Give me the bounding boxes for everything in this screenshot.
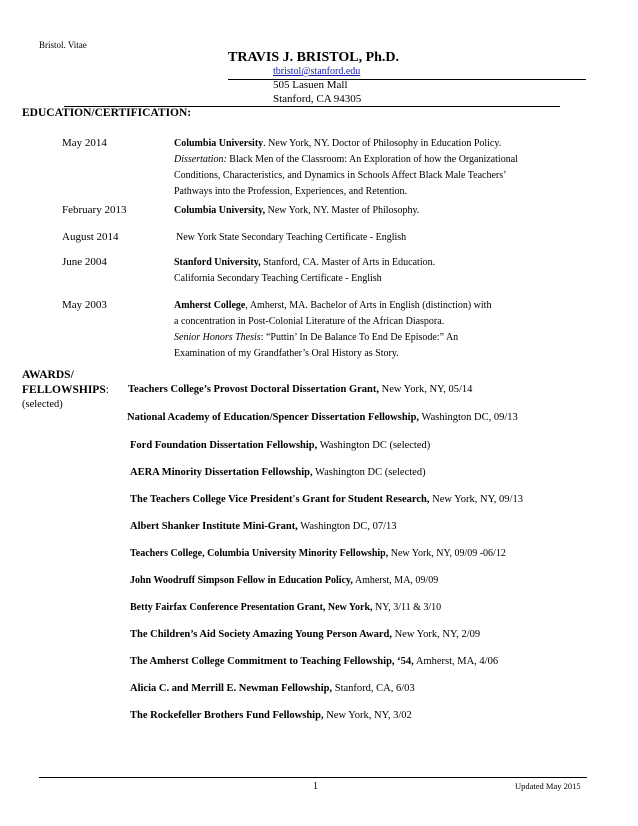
- page-number: 1: [313, 781, 318, 792]
- fellowships-heading: FELLOWSHIPS:: [22, 384, 109, 396]
- award-item: The Amherst College Commitment to Teaching Fellowship, ‘54, Amherst, MA, 4/06: [130, 656, 499, 667]
- edu-date: May 2014: [62, 137, 107, 149]
- award-item: Ford Foundation Dissertation Fellowship, Washington DC (selected): [130, 440, 431, 451]
- award-item: Teachers College, Columbia University Minority Fellowship, New York, NY, 09/09 -06/12: [130, 548, 506, 559]
- address-line-2: Stanford, CA 94305: [273, 93, 362, 105]
- award-item: Albert Shanker Institute Mini-Grant, Washington DC, 07/13: [130, 521, 397, 532]
- award-item: AERA Minority Dissertation Fellowship, Washington DC (selected): [130, 467, 426, 478]
- education-heading: EDUCATION/CERTIFICATION:: [22, 107, 192, 119]
- award-item: National Academy of Education/Spencer Dissertation Fellowship, Washington DC, 09/13: [127, 412, 518, 423]
- edu-entry-amherst: Amherst College, Amherst, MA. Bachelor of Arts in English (distinction) with a concentration in Post-Colonial Literature of the African Diaspora. Senior Honors Thesis: “Puttin’ In De Balance To End De Episode:” An Examination of my Grandfather’s Oral History as Story.: [174, 300, 492, 359]
- footer-rule: [39, 777, 587, 778]
- edu-entry-ny-cert: New York State Secondary Teaching Certificate - English: [176, 232, 407, 243]
- edu-institution: Columbia University,: [174, 205, 266, 216]
- award-item: The Rockefeller Brothers Fund Fellowship, New York, NY, 3/02: [130, 710, 412, 721]
- award-item: John Woodruff Simpson Fellow in Education Policy, Amherst, MA, 09/09: [130, 575, 439, 586]
- award-item: Alicia C. and Merrill E. Newman Fellowship, Stanford, CA, 6/03: [130, 683, 415, 694]
- edu-date: February 2013: [62, 204, 127, 216]
- award-item: The Children’s Aid Society Amazing Young Person Award, New York, NY, 2/09: [130, 629, 481, 640]
- edu-entry-stanford: Stanford University, Stanford, CA. Master of Arts in Education. California Secondary Teaching Certificate - English: [174, 257, 436, 284]
- selected-note: (selected): [22, 399, 63, 410]
- updated-date: Updated May 2015: [515, 781, 581, 791]
- address-line-1: 505 Lasuen Mall: [273, 79, 348, 91]
- email-link[interactable]: tbristol@stanford.edu: [273, 66, 361, 77]
- edu-entry-phd: Columbia University. New York, NY. Doctor of Philosophy in Education Policy. Dissertation: Black Men of the Classroom: An Exploration of how the Organizational Conditions, Characteristics, and Dynamics in Schools Affect Black Male Teachers’ Pathways into the Profession, Experiences, and Retention.: [174, 138, 518, 197]
- edu-date: May 2003: [62, 299, 107, 311]
- edu-date: June 2004: [62, 256, 107, 268]
- award-item: The Teachers College Vice President's Grant for Student Research, New York, NY, 09/13: [130, 494, 523, 505]
- running-header: Bristol. Vitae: [39, 40, 87, 50]
- cv-name: TRAVIS J. BRISTOL, Ph.D.: [228, 50, 400, 65]
- edu-institution: Columbia University: [174, 138, 264, 149]
- awards-heading: AWARDS/: [22, 369, 74, 381]
- edu-institution: Stanford University,: [174, 257, 261, 268]
- edu-date: August 2014: [62, 231, 119, 243]
- award-item: Betty Fairfax Conference Presentation Grant, New York, NY, 3/11 & 3/10: [130, 602, 442, 613]
- edu-institution: Amherst College: [174, 300, 246, 311]
- edu-entry-mphil: Columbia University, New York, NY. Master of Philosophy.: [174, 205, 420, 216]
- award-item: Teachers College’s Provost Doctoral Dissertation Grant, New York, NY, 05/14: [128, 384, 473, 395]
